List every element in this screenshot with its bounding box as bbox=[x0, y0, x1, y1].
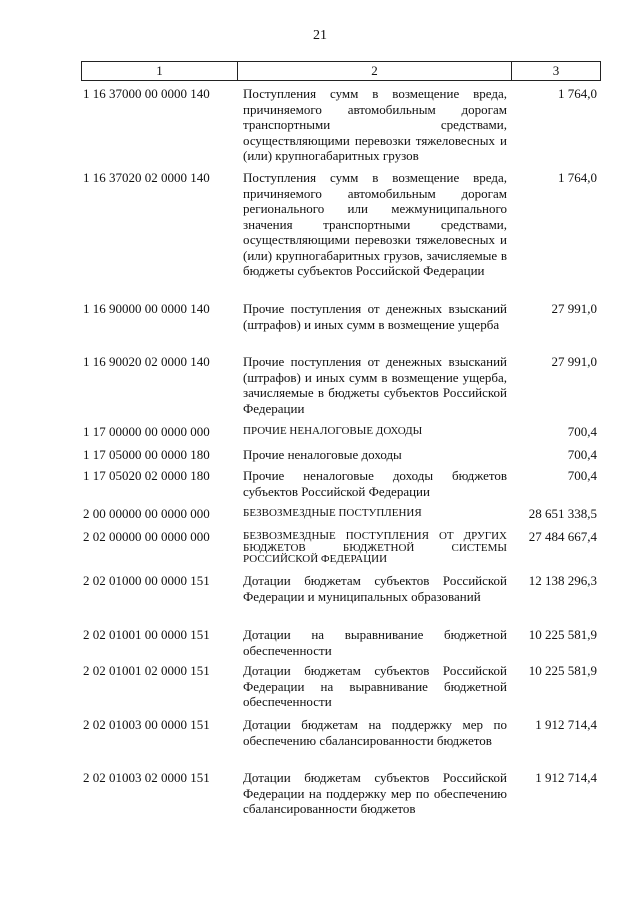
header-cell-3: 3 bbox=[552, 63, 560, 78]
row-description: Дотации бюджетам субъектов Российской Федерации на выравнивание бюджетной обеспеченности bbox=[243, 663, 507, 709]
row-code: 1 16 37000 00 0000 140 bbox=[83, 86, 210, 101]
row-amount: 1 912 714,4 bbox=[535, 770, 597, 785]
row-amount: 700,4 bbox=[567, 468, 597, 483]
row-code: 1 16 90020 02 0000 140 bbox=[83, 354, 210, 369]
row-description: БЕЗВОЗМЕЗДНЫЕ ПОСТУПЛЕНИЯ ОТ ДРУГИХ БЮДЖЕТОВ БЮДЖЕТНОЙ СИСТЕМЫ РОССИЙСКОЙ ФЕДЕРАЦИИ bbox=[243, 530, 507, 565]
row-amount: 1 764,0 bbox=[558, 170, 597, 185]
row-amount: 12 138 296,3 bbox=[528, 573, 597, 588]
row-amount: 27 484 667,4 bbox=[528, 529, 597, 544]
page-number: 21 bbox=[313, 28, 327, 43]
row-code: 2 02 01001 02 0000 151 bbox=[83, 663, 210, 678]
row-description: Дотации на выравнивание бюджетной обеспеченности bbox=[243, 627, 507, 658]
row-code: 1 17 00000 00 0000 000 bbox=[83, 424, 210, 439]
header-cell-2: 2 bbox=[238, 62, 512, 80]
row-amount: 700,4 bbox=[567, 424, 597, 439]
row-description: БЕЗВОЗМЕЗДНЫЕ ПОСТУПЛЕНИЯ bbox=[243, 507, 422, 519]
row-description: Прочие поступления от денежных взысканий (штрафов) и иных сумм в возмещение ущерба bbox=[243, 301, 507, 332]
row-amount: 10 225 581,9 bbox=[528, 627, 597, 642]
row-code: 2 02 01001 00 0000 151 bbox=[83, 627, 210, 642]
row-description: Прочие поступления от денежных взысканий (штрафов) и иных сумм в возмещение ущерба, зачисляемые в бюджеты субъектов Российской Федерации bbox=[243, 354, 507, 416]
row-code: 1 16 90000 00 0000 140 bbox=[83, 301, 210, 316]
row-description: ПРОЧИЕ НЕНАЛОГОВЫЕ ДОХОДЫ bbox=[243, 425, 423, 437]
header-cell-1: 1 bbox=[82, 62, 238, 80]
budget-table bbox=[81, 61, 601, 816]
row-description: Дотации бюджетам субъектов Российской Федерации на поддержку мер по обеспечению сбалансированности бюджетов bbox=[243, 770, 507, 816]
row-amount: 1 912 714,4 bbox=[535, 717, 597, 732]
table-header bbox=[81, 61, 601, 81]
row-description: Поступления сумм в возмещение вреда, причиняемого автомобильным дорогам транспортными средствами, осуществляющими перевозки тяжеловесных и (или) крупногабаритных грузов bbox=[243, 86, 507, 163]
row-description: Прочие неналоговые доходы бюджетов субъектов Российской Федерации bbox=[243, 468, 507, 499]
row-code: 2 02 01003 02 0000 151 bbox=[83, 770, 210, 785]
row-amount: 1 764,0 bbox=[558, 86, 597, 101]
row-description: Дотации бюджетам на поддержку мер по обеспечению сбалансированности бюджетов bbox=[243, 717, 507, 748]
row-amount: 28 651 338,5 bbox=[528, 506, 597, 521]
row-code: 1 16 37020 02 0000 140 bbox=[83, 170, 210, 185]
row-amount: 10 225 581,9 bbox=[528, 663, 597, 678]
row-amount: 27 991,0 bbox=[551, 354, 597, 369]
row-code: 1 17 05020 02 0000 180 bbox=[83, 468, 210, 483]
row-code: 2 00 00000 00 0000 000 bbox=[83, 506, 210, 521]
row-amount: 27 991,0 bbox=[551, 301, 597, 316]
row-amount: 700,4 bbox=[567, 447, 597, 462]
row-code: 2 02 00000 00 0000 000 bbox=[83, 529, 210, 544]
row-code: 2 02 01003 00 0000 151 bbox=[83, 717, 210, 732]
row-code: 1 17 05000 00 0000 180 bbox=[83, 447, 210, 462]
row-description: Дотации бюджетам субъектов Российской Федерации и муниципальных образований bbox=[243, 573, 507, 604]
row-description: Поступления сумм в возмещение вреда, причиняемого автомобильным дорогам регионального или межмуниципального значения транспортными средствами, осуществляющими перевозки тяжеловесных и (или) крупногабаритных грузов, зачисляемые в бюджеты субъектов Российской Федерации bbox=[243, 170, 507, 278]
row-code: 2 02 01000 00 0000 151 bbox=[83, 573, 210, 588]
row-description: Прочие неналоговые доходы bbox=[243, 447, 402, 462]
